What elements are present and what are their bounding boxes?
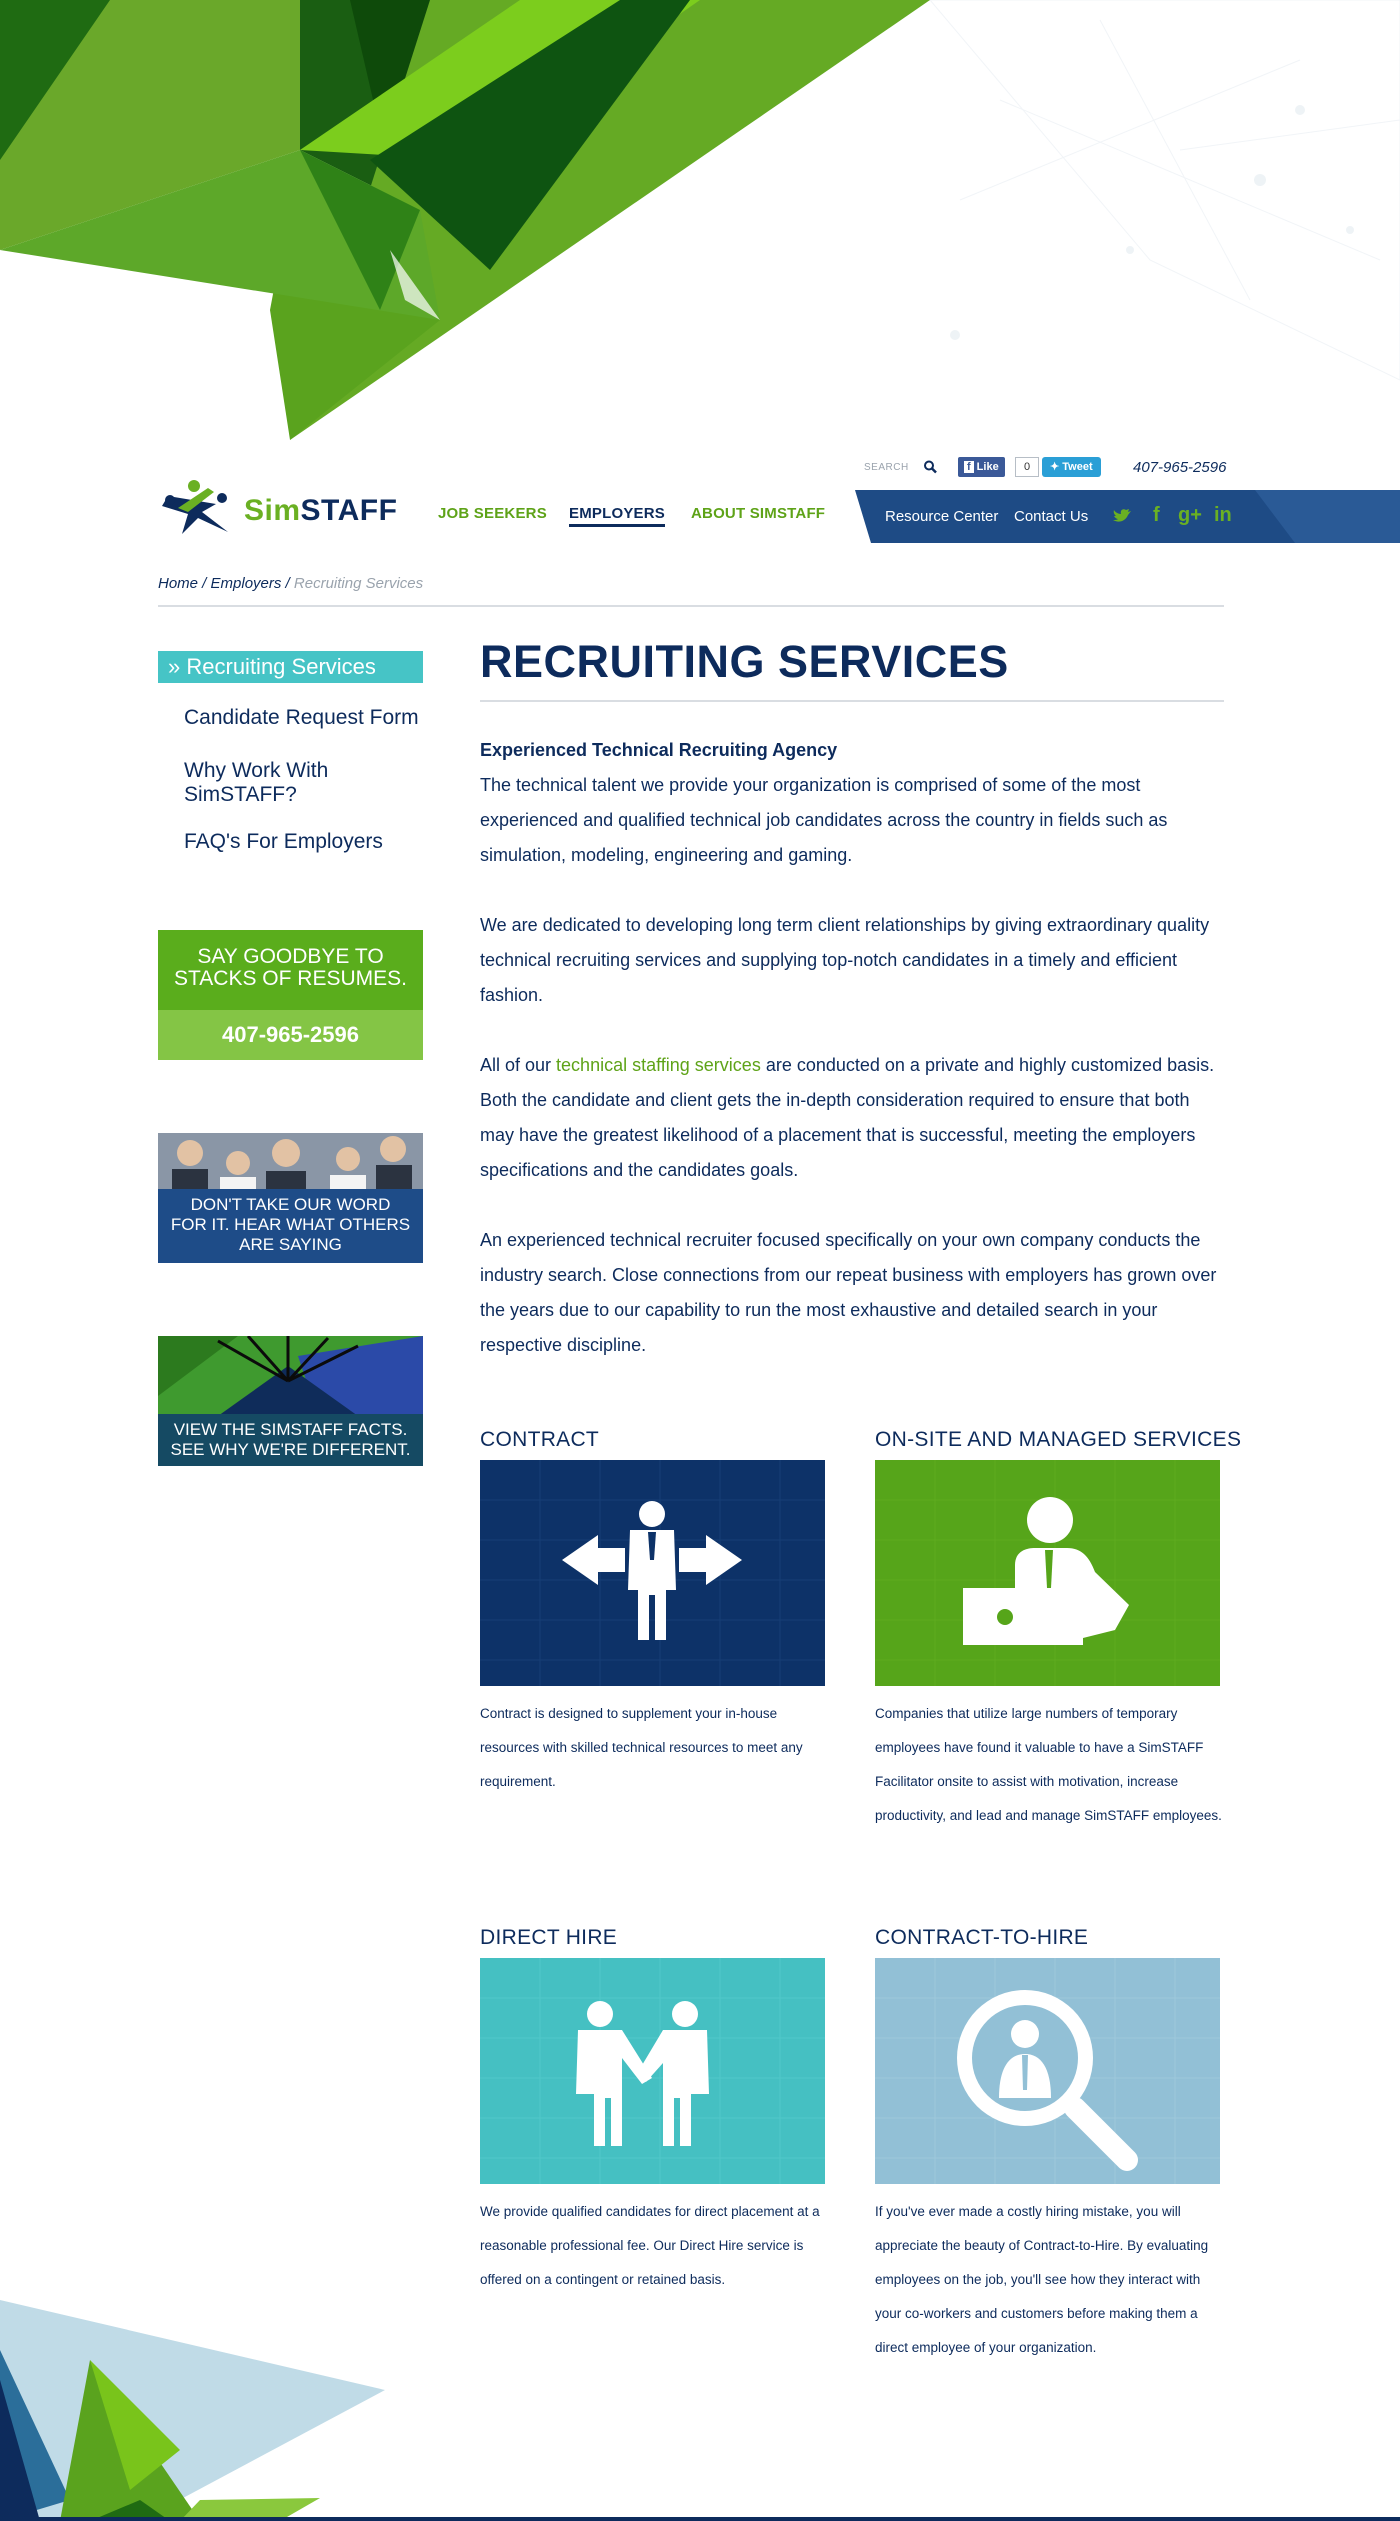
promo-line: DON'T TAKE OUR WORD (190, 1195, 391, 1214)
paragraph-2: We are dedicated to developing long term client relationships by giving extraordinary quality technical recruiting services and supplying top-notch candidates in a timely and efficient fashion. (480, 915, 1210, 1005)
nav-about-simstaff[interactable]: ABOUT SIMSTAFF (691, 505, 826, 522)
service-title-contract: CONTRACT (480, 1428, 600, 1451)
facts-graphic-image (158, 1336, 423, 1416)
sidebar-item-label: Recruiting Services (186, 654, 376, 679)
service-title-onsite-managed: ON-SITE AND MANAGED SERVICES (875, 1428, 1242, 1451)
contract-to-hire-magnifier-icon[interactable] (875, 1958, 1220, 2184)
footer-geometric-decoration (0, 2300, 400, 2521)
paragraph-1: The technical talent we provide your organization is comprised of some of the most experienced and qualified technical job candidates across the country in fields such as simulation, modeling, engineering and gaming. (480, 775, 1168, 865)
team-photo-image (158, 1133, 423, 1193)
active-marker: » (168, 654, 181, 679)
promo-testimonials-banner[interactable] (158, 1133, 423, 1263)
facebook-like-count: 0 (1015, 457, 1039, 477)
paragraph-3-text: are conducted on a private and highly customized basis. Both the candidate and client gets the in-depth consideration required to ensure that both may have the greatest likelihood of a placement that is successful, meeting the employers specifications and the candidates goals. (480, 1055, 1215, 1180)
technical-staffing-services-link[interactable]: technical staffing services (556, 1055, 761, 1075)
logo-wordmark[interactable] (244, 494, 397, 528)
nav-job-seekers[interactable]: JOB SEEKERS (438, 505, 547, 522)
service-text-direct-hire: We provide qualified candidates for direct placement at a reasonable professional fee. Our Direct Hire service is offered on a contingent or retained basis. (480, 2204, 820, 2287)
paragraph-3 (480, 1048, 1224, 1188)
breadcrumb-separator: / (281, 575, 294, 592)
twitter-icon[interactable] (1112, 508, 1132, 524)
promo-simstaff-facts-banner[interactable] (158, 1336, 423, 1466)
search-label: SEARCH (864, 462, 909, 473)
breadcrumb (158, 575, 423, 592)
promo-line: SAY GOODBYE TO (197, 945, 384, 968)
breadcrumb-current: Recruiting Services (293, 575, 424, 592)
promo-line: STACKS OF RESUMES. (174, 967, 407, 990)
sidebar-item-faqs-for-employers[interactable]: FAQ's For Employers (184, 830, 383, 853)
nav-employers[interactable]: EMPLOYERS (569, 505, 665, 527)
service-text-contract-to-hire: If you've ever made a costly hiring mistake, you will appreciate the beauty of Contract-to-Hire. By evaluating employees on the job, you'll see how they interact with your co-workers and customers before making them a direct employee of your organization. (875, 2204, 1209, 2355)
promo-say-goodbye-banner[interactable] (158, 930, 423, 1060)
contact-us-link[interactable]: Contact Us (1014, 508, 1089, 525)
logo-staff: STAFF (300, 494, 398, 527)
promo-line: FOR IT. HEAR WHAT OTHERS (170, 1215, 411, 1234)
linkedin-icon[interactable]: in (1214, 504, 1232, 526)
intro-heading: Experienced Technical Recruiting Agency (480, 740, 838, 760)
service-title-direct-hire: DIRECT HIRE (480, 1926, 618, 1949)
facebook-icon: f (964, 461, 974, 473)
header-phone[interactable]: 407-965-2596 (1133, 459, 1227, 476)
divider (480, 700, 1224, 702)
hero-geometric-banner (0, 0, 1400, 440)
page-title: RECRUITING SERVICES (480, 636, 1009, 687)
search-icon[interactable] (922, 459, 938, 475)
sidebar-item-candidate-request-form[interactable]: Candidate Request Form (184, 706, 419, 729)
promo-caption (158, 1414, 423, 1466)
direct-hire-handshake-icon[interactable] (480, 1958, 825, 2184)
sidebar-item-why-work-with-simstaff[interactable]: Why Work With SimSTAFF? (184, 759, 329, 806)
logo-mark-icon[interactable] (158, 478, 240, 540)
paragraph-4: An experienced technical recruiter focused specifically on your own company conducts the industry search. Close connections from our repeat business with employers has grown over the years due to our capability to run the most exhaustive and detailed search in your respective discipline. (480, 1230, 1217, 1355)
service-title-contract-to-hire: CONTRACT-TO-HIRE (875, 1926, 1089, 1949)
service-text-onsite-managed: Companies that utilize large numbers of temporary employees have found it valuable to have a SimSTAFF Facilitator onsite to assist with motivation, increase productivity, and lead and manage SimSTAFF employees. (875, 1706, 1222, 1823)
facebook-like-button[interactable] (958, 457, 1005, 477)
twitter-bird-icon: ✦ (1050, 461, 1063, 473)
footer-bottom-line (0, 2517, 1400, 2521)
tweet-button[interactable] (1042, 457, 1101, 477)
paragraph-3-text: All of our (480, 1055, 557, 1075)
tweet-label: Tweet (1062, 461, 1093, 473)
promo-phone: 407-965-2596 (158, 1010, 423, 1060)
divider (158, 605, 1224, 607)
promo-line: SEE WHY WE'RE DIFFERENT. (170, 1440, 411, 1459)
resource-center-link[interactable]: Resource Center (885, 508, 999, 525)
promo-line: VIEW THE SIMSTAFF FACTS. (173, 1420, 408, 1439)
promo-line: ARE SAYING (239, 1235, 342, 1254)
breadcrumb-home[interactable]: Home (158, 575, 199, 592)
sidebar-item-recruiting-services[interactable] (158, 651, 423, 683)
breadcrumb-employers[interactable]: Employers (210, 575, 282, 592)
service-text-contract: Contract is designed to supplement your in-house resources with skilled technical resources to meet any requirement. (480, 1706, 803, 1789)
facebook-like-label: Like (976, 461, 999, 473)
breadcrumb-separator: / (198, 575, 211, 592)
promo-caption (158, 1189, 423, 1263)
facebook-icon[interactable]: f (1153, 504, 1160, 526)
promo-headline (158, 930, 423, 1010)
onsite-worker-laptop-icon[interactable] (875, 1460, 1220, 1686)
googleplus-icon[interactable]: g+ (1178, 504, 1202, 526)
logo-sim: Sim (244, 494, 301, 527)
contract-person-arrows-icon[interactable] (480, 1460, 825, 1686)
